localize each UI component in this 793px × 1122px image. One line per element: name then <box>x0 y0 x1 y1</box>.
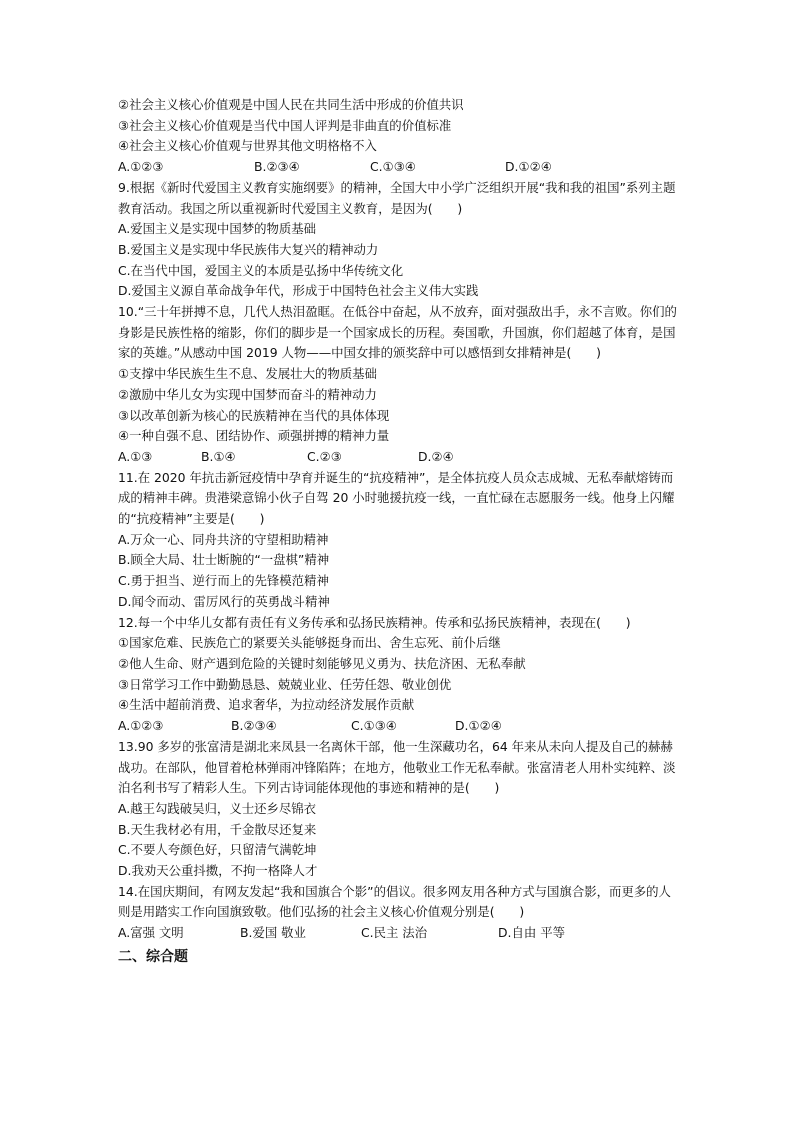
q13-option-c: C.不要人夸颜色好，只留清气满乾坤 <box>118 842 317 858</box>
q12-option-a: A.①②③ <box>118 718 164 734</box>
q10-item-1: ①支撑中华民族生生不息、发展壮大的物质基础 <box>118 366 377 382</box>
q13-option-b: B.天生我材必有用，千金散尽还复来 <box>118 821 317 837</box>
q8-option-c: C.①③④ <box>370 159 416 175</box>
q11-option-d: D.闻令而动、雷厉风行的英勇战斗精神 <box>118 593 330 609</box>
q9-option-a: A.爱国主义是实现中国梦的物质基础 <box>118 221 317 237</box>
q12-item-3: ③日常学习工作中勤勤恳恳、兢兢业业、任劳任怨、敬业创优 <box>118 676 452 692</box>
q10-option-d: D.②④ <box>418 448 454 464</box>
q10-item-2: ②激励中华儿女为实现中国梦而奋斗的精神动力 <box>118 386 377 402</box>
q11-option-b: B.顾全大局、壮士断腕的“一盘棋”精神 <box>118 552 330 568</box>
q14-stem: 14.在国庆期间，有网友发起“我和国旗合个影”的倡议。很多网友用各种方式与国旗合影，而更多的人则是用踏实工作向国旗致敬。他们弘扬的社会主义核心价值观分别是( ) <box>118 883 671 920</box>
q9-option-d: D.爱国主义源自革命战争年代，形成于中国特色社会主义伟大实践 <box>118 283 479 299</box>
q10-option-a: A.①③ <box>118 448 153 464</box>
section-heading: 二、综合题 <box>118 948 188 965</box>
q10-option-c: C.②③ <box>307 448 342 464</box>
q14-option-a: A.富强 文明 <box>118 925 184 941</box>
q12-option-c: C.①③④ <box>351 718 397 734</box>
q8-option-a: A.①②③ <box>118 159 164 175</box>
document-page <box>118 95 678 968</box>
q14-options <box>118 923 678 944</box>
q8-item-3: ③社会主义核心价值观是当代中国人评判是非曲直的价值标准 <box>118 117 452 133</box>
q12-item-4: ④生活中超前消费、追求奢华，为拉动经济发展作贡献 <box>118 697 415 713</box>
q14-option-c: C.民主 法治 <box>361 925 428 941</box>
q11-option-a: A.万众一心、同舟共济的守望相助精神 <box>118 531 329 547</box>
q13-stem: 13.90 多岁的张富清是湖北来凤县一名离休干部，他一生深藏功名，64 年来从未向人提及自己的赫赫战功。在部队，他冒着枪林弹雨冲锋陷阵；在地方，他敬业工作无私奉献。张富清老人用朴实纯粹、淡泊名利书写了精彩人生。下列古诗词能体现他的事迹和精神的是( ) <box>118 738 676 796</box>
q12-item-2: ②他人生命、财产遇到危险的关键时刻能够见义勇为、扶危济困、无私奉献 <box>118 655 526 671</box>
q13-option-a: A.越王勾践破吴归，义士还乡尽锦衣 <box>118 800 317 816</box>
q12-options <box>118 716 678 737</box>
q14-option-b: B.爱国 敬业 <box>240 925 306 941</box>
q12-stem: 12.每一个中华儿女都有责任有义务传承和弘扬民族精神。传承和弘扬民族精神，表现在( ) <box>118 614 631 630</box>
q13-option-d: D.我劝天公重抖擞，不拘一格降人才 <box>118 863 318 879</box>
q8-item-2: ②社会主义核心价值观是中国人民在共同生活中形成的价值共识 <box>118 97 464 112</box>
q14-option-d: D.自由 平等 <box>498 925 565 941</box>
q10-stem: 10.“三十年拼搏不息，几代人热泪盈眶。在低谷中奋起，从不放弃，面对强敌出手，永不言败。你们的身影是民族性格的缩影，你们的脚步是一个国家成长的历程。奏国歌，升国旗，你们超越了体育，是国家的英雄。”从感动中国 2019 人物——中国女排的颁奖辞中可以感悟到女排精神是( ) <box>118 304 677 361</box>
q10-item-3: ③以改革创新为核心的民族精神在当代的具体体现 <box>118 407 390 423</box>
q9-option-c: C.在当代中国，爱国主义的本质是弘扬中华传统文化 <box>118 262 404 278</box>
q9-stem: 9.根据《新时代爱国主义教育实施纲要》的精神，全国大中小学广泛组织开展“我和我的祖国”系列主题教育活动。我国之所以重视新时代爱国主义教育，是因为( ) <box>118 179 676 216</box>
q8-option-b: B.②③④ <box>254 159 300 175</box>
q12-item-1: ①国家危难、民族危亡的紧要关头能够挺身而出、舍生忘死、前仆后继 <box>118 635 501 651</box>
q8-options <box>118 157 678 178</box>
q8-option-d: D.①②④ <box>505 159 552 175</box>
q10-item-4: ④一种自强不息、团结协作、顽强拼搏的精神力量 <box>118 428 390 444</box>
q11-option-c: C.勇于担当、逆行而上的先锋模范精神 <box>118 573 329 589</box>
q8-item-4: ④社会主义核心价值观与世界其他文明格格不入 <box>118 138 377 154</box>
q12-option-b: B.②③④ <box>231 718 277 734</box>
q10-options <box>118 447 678 468</box>
q10-option-b: B.①④ <box>201 448 236 464</box>
q11-stem: 11.在 2020 年抗击新冠疫情中孕育并诞生的“抗疫精神”，是全体抗疫人员众志成城、无私奉献熔铸而成的精神丰碑。贵港梁意锦小伙子自驾 20 小时驰援抗疫一线，一直忙碌在志愿服务一线。他身上闪耀的“抗疫精神”主要是( ) <box>118 469 675 527</box>
q12-option-d: D.①②④ <box>455 718 502 734</box>
q9-option-b: B.爱国主义是实现中华民族伟大复兴的精神动力 <box>118 241 379 257</box>
